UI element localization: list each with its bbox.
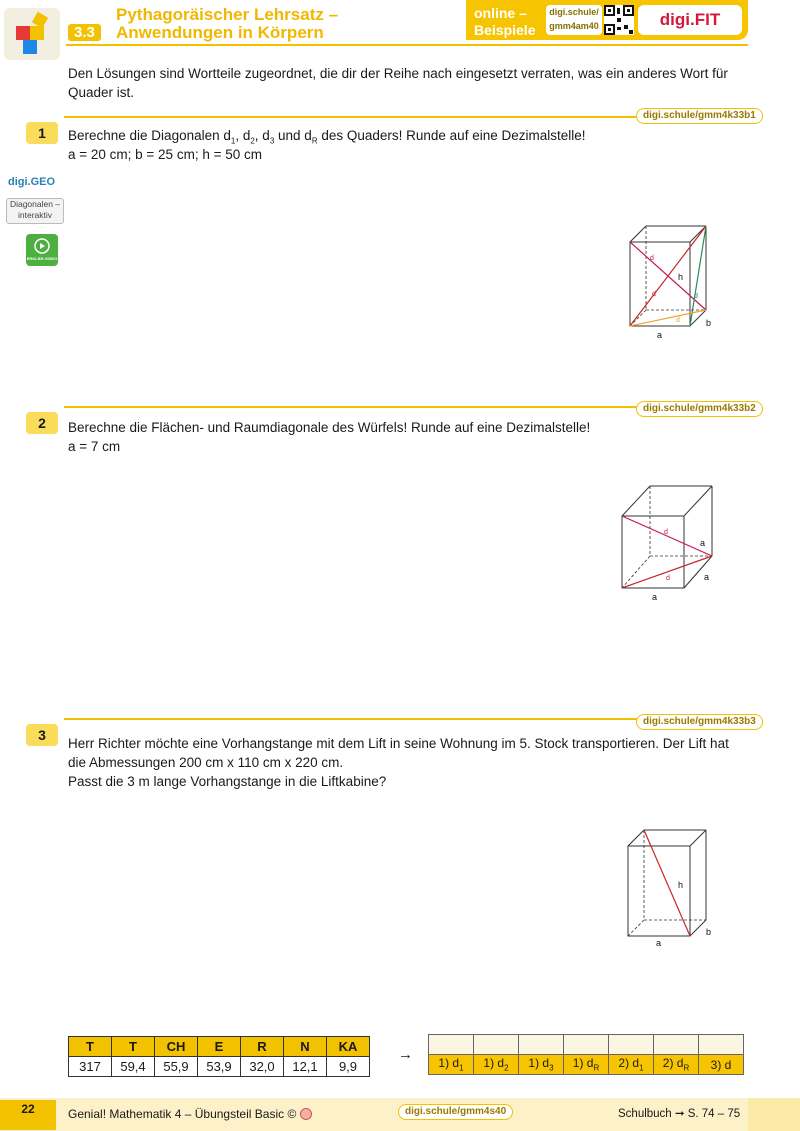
solution-header-cell: R bbox=[241, 1037, 284, 1057]
answer-label-cell: 2) $d_1$ bbox=[609, 1055, 654, 1075]
fig3-h-label: h bbox=[678, 880, 684, 890]
section-number: 3.3 bbox=[68, 24, 101, 41]
task-1-divider bbox=[64, 116, 676, 118]
fig1-b-label: b bbox=[706, 318, 712, 328]
solution-value-cell: 9,9 bbox=[327, 1057, 370, 1077]
solution-header-cell: E bbox=[198, 1037, 241, 1057]
page-number: 22 bbox=[0, 1100, 56, 1130]
digifit-logo[interactable] bbox=[638, 5, 742, 35]
fig2-dr-label: d bbox=[664, 529, 668, 536]
answer-label-cell: 1) $d_1$ bbox=[429, 1055, 474, 1075]
solution-header-cell: N bbox=[284, 1037, 327, 1057]
task-1-number: 1 bbox=[26, 122, 58, 144]
publisher-logo-icon bbox=[300, 1108, 312, 1120]
textbook-reference: Schulbuch ➞ S. 74 – 75 bbox=[618, 1108, 741, 1120]
solution-header-cell: T bbox=[112, 1037, 155, 1057]
answer-label-row bbox=[429, 1055, 744, 1075]
answer-input-cell[interactable] bbox=[609, 1035, 654, 1055]
solution-table bbox=[68, 1036, 370, 1077]
task-1-values: a = 20 cm; b = 25 cm; h = 50 cm bbox=[68, 147, 262, 162]
task-2-text: Berechne die Flächen- und Raumdiagonale des Würfels! Runde auf eine Dezimalstelle! bbox=[68, 420, 591, 435]
solution-header-cell: T bbox=[69, 1037, 112, 1057]
header-divider bbox=[66, 44, 748, 46]
solution-header-cell: KA bbox=[327, 1037, 370, 1057]
answer-input-cell[interactable] bbox=[564, 1035, 609, 1055]
fig2-a-label-1: a bbox=[700, 538, 706, 548]
task-3-text: Herr Richter möchte eine Vorhangstange mit dem Lift in seine Wohnung im 5. Stock transportieren. Der Lift hat die Abmessungen 200 cm x 110 cm x 220 cm. Passt die 3 m lange Vorhangstange in die Liftkabine? bbox=[68, 736, 729, 789]
online-link[interactable]: digi.schule/ gmm4am40 bbox=[546, 5, 602, 35]
fig2-a-label-2: a bbox=[704, 572, 710, 582]
fig2-a-label-3: a bbox=[652, 592, 658, 602]
solution-header-row bbox=[69, 1037, 370, 1057]
fig2-d1-label: d bbox=[666, 575, 670, 582]
task-2-number: 2 bbox=[26, 412, 58, 434]
answer-input-cell[interactable] bbox=[654, 1035, 699, 1055]
task-2-values: a = 7 cm bbox=[68, 439, 121, 454]
solution-value-cell: 55,9 bbox=[155, 1057, 198, 1077]
fig3-b-label: b bbox=[706, 927, 712, 937]
task-3-divider bbox=[64, 718, 676, 720]
fig1-h-label: h bbox=[678, 272, 684, 282]
fig1-a-label: a bbox=[657, 330, 663, 340]
chapter-title: Pythagoräischer Lehrsatz – bbox=[116, 5, 339, 24]
fig1-d1-label: d bbox=[676, 317, 680, 324]
diagonals-interactive-button[interactable]: Diagonalen – interaktiv bbox=[6, 198, 64, 224]
solution-value-cell: 317 bbox=[69, 1057, 112, 1077]
task-2-divider bbox=[64, 406, 676, 408]
fig3-a-label: a bbox=[656, 938, 662, 948]
fig1-d3-label: d bbox=[694, 293, 698, 300]
answer-input-cell[interactable] bbox=[474, 1035, 519, 1055]
solution-value-cell: 59,4 bbox=[112, 1057, 155, 1077]
intro-text: Den Lösungen sind Wortteile zugeordnet, die dir der Reihe nach eingesetzt verraten, was ein anderes Wort für Quader ist. bbox=[68, 66, 728, 100]
digi-geo-link[interactable]: digi.GEO bbox=[8, 176, 56, 188]
task-3-lift-figure bbox=[618, 822, 722, 952]
answer-label-cell: 1) $d_2$ bbox=[474, 1055, 519, 1075]
chapter-logo bbox=[4, 8, 60, 60]
digifit-logo-text: digi.FIT bbox=[659, 10, 721, 29]
fig1-dr-label: d bbox=[650, 255, 654, 262]
answer-input-cell[interactable] bbox=[519, 1035, 564, 1055]
explainer-video-button[interactable] bbox=[26, 234, 58, 266]
answer-label-cell: 1) $d_R$ bbox=[564, 1055, 609, 1075]
task-3-number: 3 bbox=[26, 724, 58, 746]
solution-value-cell: 12,1 bbox=[284, 1057, 327, 1077]
answer-table bbox=[428, 1034, 744, 1075]
solution-value-cell: 32,0 bbox=[241, 1057, 284, 1077]
qr-code-icon bbox=[604, 5, 634, 35]
task-3-code[interactable]: digi.schule/gmm4k33b3 bbox=[636, 714, 763, 730]
arrow-icon: → bbox=[398, 1046, 413, 1063]
task-2-cube-figure bbox=[612, 478, 736, 602]
chapter-subtitle: Anwendungen in Körpern bbox=[116, 23, 324, 42]
task-1-cuboid-figure bbox=[620, 218, 740, 344]
play-icon bbox=[26, 234, 58, 266]
task-1-code[interactable]: digi.schule/gmm4k33b1 bbox=[636, 108, 763, 124]
solution-value-row bbox=[69, 1057, 370, 1077]
footer-code[interactable]: digi.schule/gmm4s40 bbox=[398, 1104, 513, 1120]
video-label: ERKLÄR-VIDEO bbox=[26, 256, 58, 261]
task-2-code[interactable]: digi.schule/gmm4k33b2 bbox=[636, 401, 763, 417]
answer-label-cell: 2) $d_R$ bbox=[654, 1055, 699, 1075]
fig1-d2-label: d bbox=[652, 291, 656, 298]
solution-value-cell: 53,9 bbox=[198, 1057, 241, 1077]
answer-input-cell[interactable] bbox=[429, 1035, 474, 1055]
footer-book-title: Genial! Mathematik 4 – Übungsteil Basic © bbox=[68, 1107, 312, 1121]
cube-logo-icon bbox=[4, 8, 60, 60]
answer-input-cell[interactable] bbox=[699, 1035, 744, 1055]
answer-label-cell: 1) $d_3$ bbox=[519, 1055, 564, 1075]
answer-label-cell: 3) d bbox=[699, 1055, 744, 1075]
online-label: online – Beispiele bbox=[474, 5, 536, 38]
task-1-text: Berechne die Diagonalen $d_1$, $d_2$, $d_3$ und $d_R$ des Quaders! Runde auf eine Dezimalstelle! bbox=[68, 128, 586, 146]
answer-input-row bbox=[429, 1035, 744, 1055]
footer-right-block bbox=[748, 1098, 800, 1131]
solution-header-cell: CH bbox=[155, 1037, 198, 1057]
